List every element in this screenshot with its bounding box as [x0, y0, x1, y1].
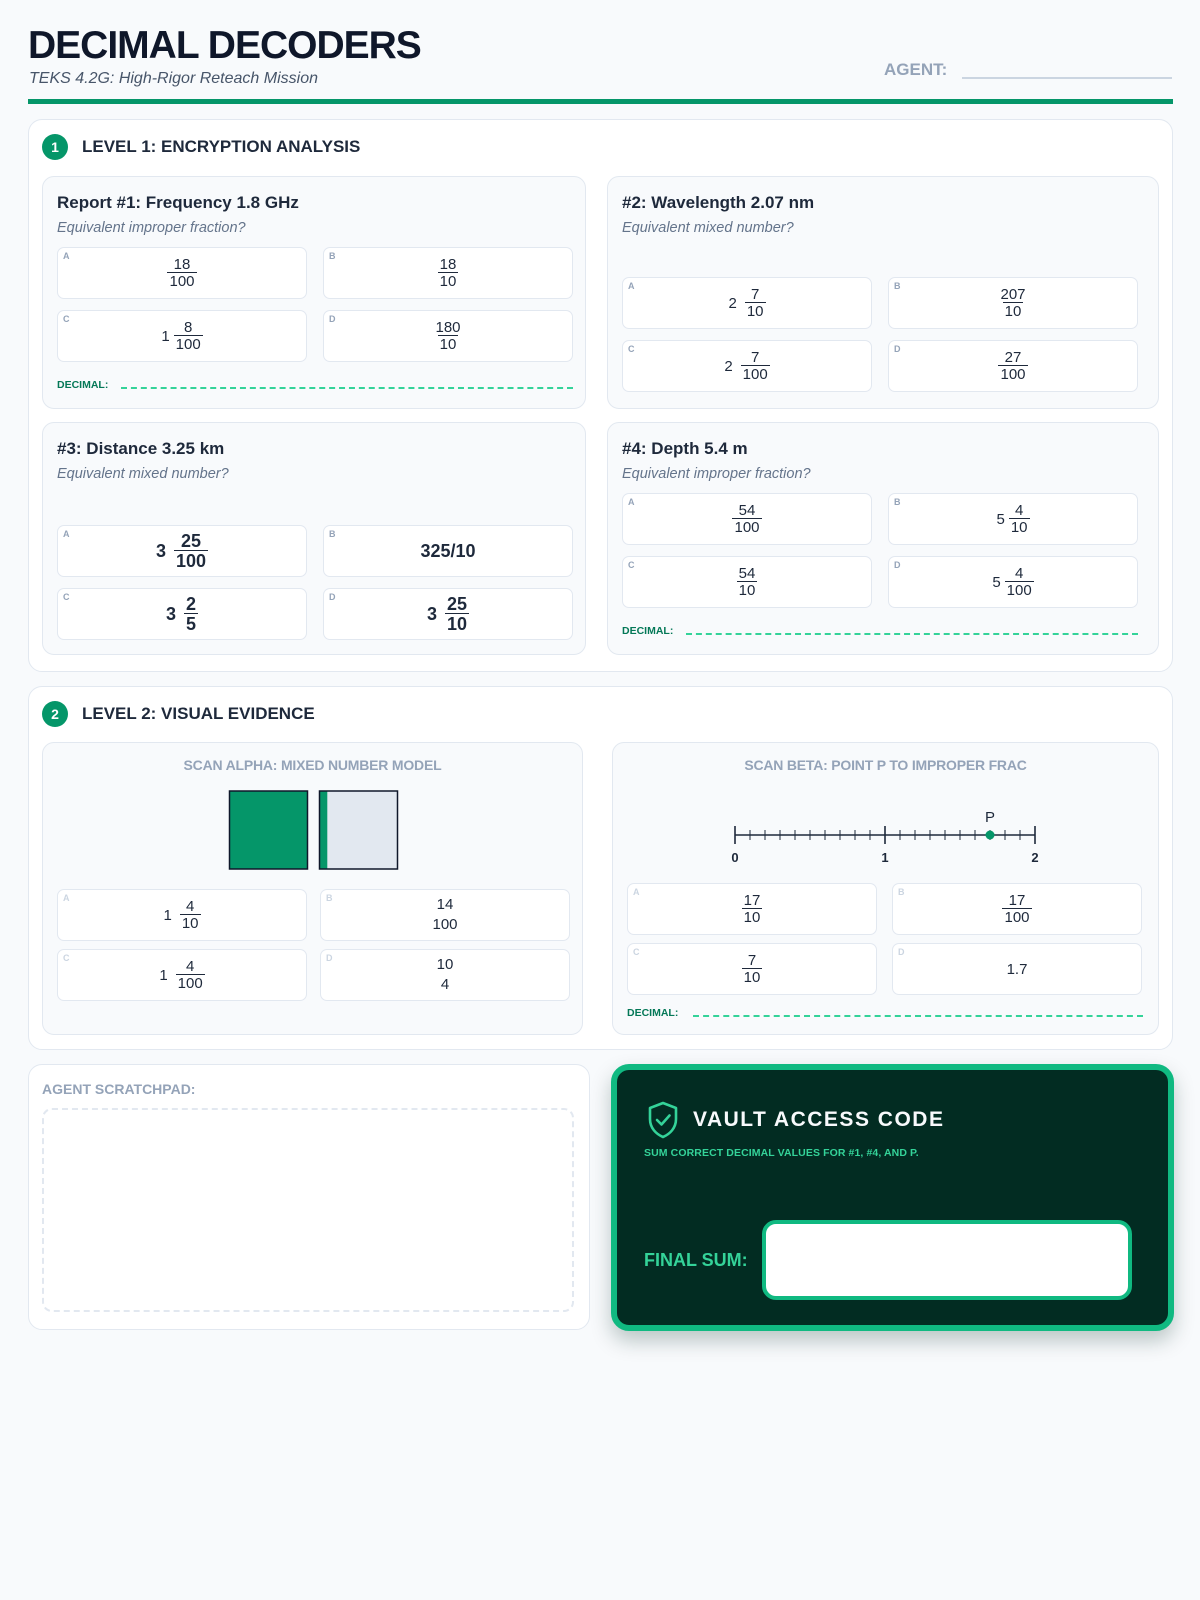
fraction-text: 325/10: [420, 540, 476, 561]
shield-check-icon: [647, 1101, 679, 1139]
model-square-fill-2: [320, 791, 328, 869]
report-3-option-b[interactable]: [323, 525, 573, 577]
option-letter: B: [329, 529, 336, 539]
report-3-option-a[interactable]: [57, 525, 307, 577]
report-4-decimal-answer[interactable]: [686, 633, 1138, 635]
mixed-number: 3 $\frac{25}{100}$: [155, 531, 207, 571]
option-letter: B: [894, 281, 901, 291]
report-1-decimal-answer[interactable]: [121, 387, 573, 389]
level-2-section: [28, 686, 1173, 1050]
report-4-option-c[interactable]: [622, 556, 872, 608]
decimal-text: 1.7: [1006, 960, 1028, 978]
fraction: $\frac{54}{100}$: [734, 502, 760, 536]
scan-beta-option-a[interactable]: [627, 883, 877, 935]
fraction: $\frac{17}{10}$: [743, 892, 761, 926]
fraction: $\frac{7}{10}$: [743, 952, 761, 986]
report-3-question: Equivalent mixed number?: [57, 466, 229, 482]
report-2-option-d[interactable]: [888, 340, 1138, 392]
report-2-option-c[interactable]: [622, 340, 872, 392]
fraction: $\frac{180}{10}$: [435, 319, 461, 353]
option-letter: A: [63, 529, 70, 539]
report-2-option-a[interactable]: [622, 277, 872, 329]
fraction: $\frac{207}{10}$: [1000, 286, 1026, 320]
report-1-card: [42, 176, 586, 409]
point-p-marker: [986, 831, 995, 840]
number-line-label: 2: [1031, 850, 1039, 865]
mixed-number: 5 $\frac{4}{10}$: [996, 502, 1028, 536]
level-1-badge: 1: [42, 134, 68, 160]
option-letter: D: [326, 953, 333, 963]
report-2-card: [607, 176, 1159, 409]
option-letter: D: [329, 592, 336, 602]
scan-beta-option-b[interactable]: [892, 883, 1142, 935]
fraction: $\frac{27}{100}$: [1000, 349, 1026, 383]
report-1-option-d[interactable]: [323, 310, 573, 362]
option-letter: C: [628, 560, 635, 570]
report-1-option-a[interactable]: [57, 247, 307, 299]
scan-alpha-option-a[interactable]: [57, 889, 307, 941]
number-line-label: 0: [731, 850, 739, 865]
scan-alpha-title: SCAN ALPHA: MIXED NUMBER MODEL: [183, 757, 442, 773]
mixed-number: 3 $\frac{2}{5}$: [165, 594, 197, 634]
option-letter: A: [63, 251, 70, 261]
scratchpad-area[interactable]: [42, 1108, 574, 1312]
level-2-badge: 2: [42, 701, 68, 727]
final-sum-label: FINAL SUM:: [644, 1250, 748, 1270]
number-line: [613, 803, 1160, 883]
mixed-number-model: [43, 787, 584, 877]
report-4-option-b[interactable]: [888, 493, 1138, 545]
option-letter: C: [633, 947, 640, 957]
scratchpad-label: AGENT SCRATCHPAD:: [42, 1081, 196, 1097]
option-letter: A: [63, 893, 70, 903]
fraction: $\frac{18}{100}$: [169, 256, 195, 290]
scan-beta-decimal-label: DECIMAL:: [627, 1007, 679, 1019]
vault-panel: [611, 1064, 1174, 1331]
mixed-number: 2 $\frac{7}{10}$: [728, 286, 764, 320]
fraction: $\frac{54}{10}$: [738, 565, 756, 599]
agent-name-field[interactable]: [962, 77, 1172, 79]
stacked-number: 10 4: [436, 955, 454, 993]
scan-alpha-card: [42, 742, 583, 1035]
report-3-option-d[interactable]: [323, 588, 573, 640]
scan-beta-decimal-answer[interactable]: [693, 1015, 1143, 1017]
mixed-number: 2 $\frac{7}{100}$: [724, 349, 768, 383]
report-1-question: Equivalent improper fraction?: [57, 220, 246, 236]
report-4-option-d[interactable]: [888, 556, 1138, 608]
report-4-question: Equivalent improper fraction?: [622, 466, 811, 482]
page-title: DECIMAL DECODERS: [28, 24, 421, 67]
scan-beta-option-d[interactable]: [892, 943, 1142, 995]
report-1-option-c[interactable]: [57, 310, 307, 362]
report-4-title: #4: Depth 5.4 m: [622, 439, 748, 458]
option-letter: B: [329, 251, 336, 261]
model-square-2: [320, 791, 398, 869]
report-3-title: #3: Distance 3.25 km: [57, 439, 225, 458]
point-p-label: P: [984, 809, 996, 826]
number-line-label: 1: [881, 850, 889, 865]
option-letter: C: [63, 953, 70, 963]
report-2-option-b[interactable]: [888, 277, 1138, 329]
report-1-title: Report #1: Frequency 1.8 GHz: [57, 193, 299, 212]
scan-alpha-option-c[interactable]: [57, 949, 307, 1001]
scan-alpha-option-b[interactable]: [320, 889, 570, 941]
fraction: $\frac{17}{100}$: [1004, 892, 1030, 926]
option-letter: A: [628, 497, 635, 507]
report-2-question: Equivalent mixed number?: [622, 220, 794, 236]
option-letter: A: [628, 281, 635, 291]
mixed-number: 5 $\frac{4}{100}$: [992, 565, 1032, 599]
scan-alpha-option-d[interactable]: [320, 949, 570, 1001]
mixed-number: 1 $\frac{4}{10}$: [163, 898, 199, 932]
option-letter: D: [329, 314, 336, 324]
scan-beta-card: [612, 742, 1159, 1035]
scan-beta-option-c[interactable]: [627, 943, 877, 995]
option-letter: D: [898, 947, 905, 957]
option-letter: D: [894, 560, 901, 570]
vault-instructions: SUM CORRECT DECIMAL VALUES FOR #1, #4, AND P.: [644, 1147, 919, 1159]
report-3-card: [42, 422, 586, 655]
report-4-option-a[interactable]: [622, 493, 872, 545]
report-1-option-b[interactable]: [323, 247, 573, 299]
report-3-option-c[interactable]: [57, 588, 307, 640]
report-1-decimal-label: DECIMAL:: [57, 379, 109, 391]
option-letter: B: [898, 887, 905, 897]
agent-label: AGENT:: [884, 60, 948, 79]
scan-beta-title: SCAN BETA: POINT P TO IMPROPER FRAC: [744, 757, 1027, 773]
mixed-number: 3 $\frac{25}{10}$: [426, 594, 468, 634]
final-sum-input[interactable]: [762, 1220, 1132, 1300]
model-square-fill-1: [230, 791, 308, 869]
stacked-number: 14 100: [432, 895, 458, 933]
option-letter: C: [628, 344, 635, 354]
option-letter: D: [894, 344, 901, 354]
report-2-title: #2: Wavelength 2.07 nm: [622, 193, 815, 212]
level-1-section: [28, 119, 1173, 672]
option-letter: C: [63, 314, 70, 324]
level-1-title: LEVEL 1: ENCRYPTION ANALYSIS: [82, 137, 361, 156]
report-4-card: [607, 422, 1159, 655]
report-4-decimal-label: DECIMAL:: [622, 625, 674, 637]
page-header: [28, 24, 1173, 104]
scratchpad-panel: [28, 1064, 590, 1330]
fraction: $\frac{18}{10}$: [439, 256, 457, 290]
option-letter: B: [326, 893, 333, 903]
level-2-title: LEVEL 2: VISUAL EVIDENCE: [82, 704, 315, 723]
mixed-number: 1 $\frac{8}{100}$: [161, 319, 201, 353]
option-letter: C: [63, 592, 70, 602]
vault-title: VAULT ACCESS CODE: [693, 1108, 945, 1131]
option-letter: A: [633, 887, 640, 897]
option-letter: B: [894, 497, 901, 507]
mixed-number: 1 $\frac{4}{100}$: [159, 958, 203, 992]
page-subtitle: TEKS 4.2G: High-Rigor Reteach Mission: [29, 70, 318, 87]
